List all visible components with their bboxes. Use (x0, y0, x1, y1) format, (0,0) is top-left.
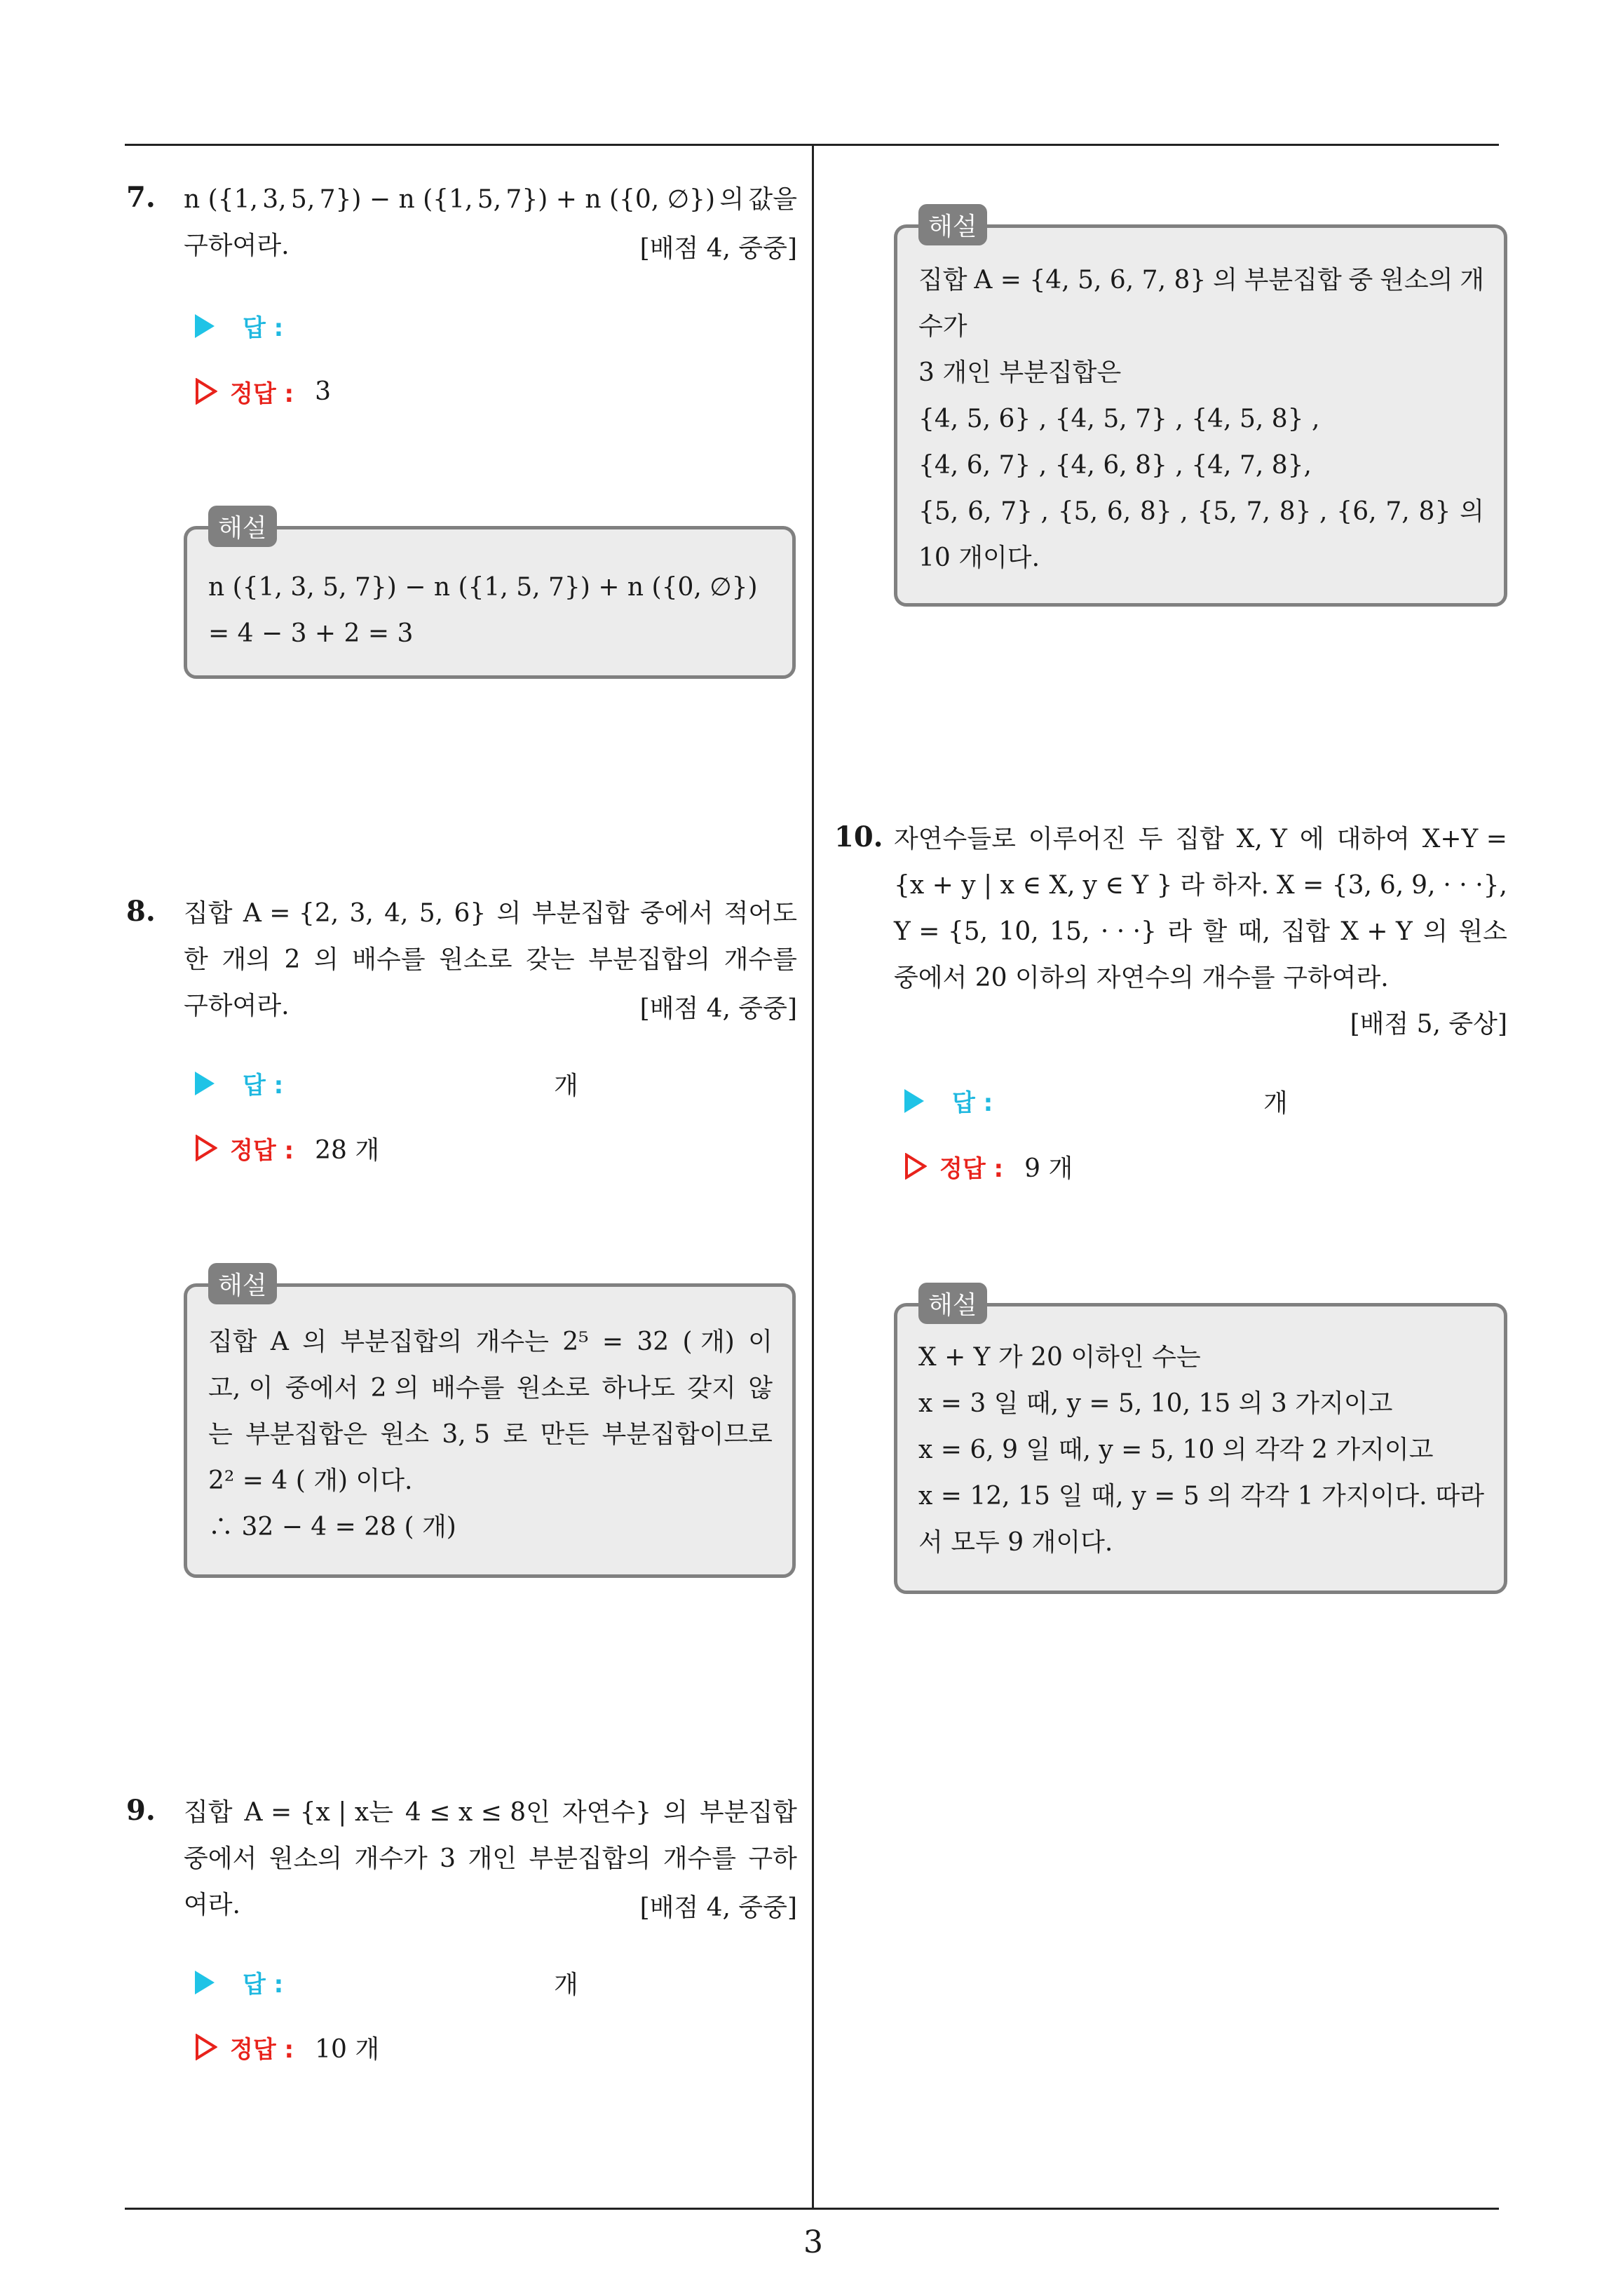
word: 8} (1418, 497, 1451, 526)
solution-tag: 해설 (918, 204, 987, 245)
word: 4, (384, 899, 409, 928)
outline-triangle-icon (904, 1153, 927, 1180)
question-9-answer-row (195, 1965, 588, 2000)
solution-line: X + Y 가 20 이하인 수는 (918, 1343, 1201, 1372)
question-7-line-1 (184, 177, 797, 223)
word: 9, (1411, 871, 1436, 900)
word: 이 (748, 1328, 773, 1356)
question-9-line-2 (184, 1836, 797, 1882)
solution-line: ∴ 32 − 4 = 28 ( 개) (208, 1513, 456, 1541)
solution-line: x = 6, 9 일 때, y = 5, 10 의 각각 2 가지이고 (918, 1436, 1434, 1464)
word: 각각 (1240, 1482, 1289, 1511)
word: {5, (1057, 497, 1099, 526)
word: X + Y (1340, 917, 1413, 946)
question-9-solution-box (894, 212, 1507, 607)
word: {6, (1336, 497, 1377, 526)
word: 7, (1246, 497, 1270, 526)
word: 10, (998, 917, 1039, 946)
question-8-score: [배점 4, 중중] (639, 994, 797, 1023)
answer-label: 답 : (952, 1089, 993, 1117)
word: · · ·} (1100, 917, 1157, 946)
word: 원소의 (1380, 266, 1453, 295)
word: 부분집합은 (245, 1420, 368, 1449)
question-10-line-4: 중에서 20 이하의 자연수의 개수를 구하여라. (894, 964, 1389, 992)
solution-tag: 해설 (208, 1263, 277, 1304)
question-8-line-1 (184, 891, 797, 937)
word: 때, (1091, 1482, 1124, 1511)
question-9-line-3: 여라. (184, 1891, 240, 1919)
question-7-score: [배점 4, 중중] (639, 234, 797, 263)
question-8-correct-row (195, 1130, 379, 1166)
question-7-correct-value: 3 (315, 377, 332, 406)
word: 6} (454, 899, 487, 928)
word: 부분집합의 (529, 1844, 651, 1873)
answer-label: 답 : (243, 314, 284, 342)
word: 개수를 (663, 1844, 737, 1873)
word: 따라 (1435, 1482, 1484, 1511)
word: 원소로 (516, 1374, 590, 1403)
word: x = 12, 15 (918, 1482, 1050, 1511)
word: 배수를 (352, 945, 426, 974)
word: Y = {5, (894, 917, 989, 946)
word: 값을 (748, 185, 797, 214)
word: 5, (290, 185, 315, 214)
word: 때, (1237, 917, 1270, 946)
word: 원소 (1458, 917, 1507, 946)
word: 2 의 (370, 1374, 419, 1403)
word: 구하 (748, 1844, 797, 1873)
question-9-correct-row (195, 2030, 379, 2065)
word: 3, (262, 185, 287, 214)
word: 갖는 (526, 945, 575, 974)
answer-unit: 개 (554, 1971, 578, 1999)
answer-triangle-icon (195, 1072, 215, 1095)
solution-line: n ({1, 3, 5, 7}) − n ({1, 5, 7}) + n ({0, ∅}) (208, 573, 758, 602)
word: 만든 (540, 1420, 590, 1449)
word: 부분집합이므로 (602, 1420, 773, 1449)
solution-line: 3 개인 부분집합은 (918, 358, 1122, 387)
word: 집합 (1175, 825, 1224, 853)
solution-line (918, 1473, 1484, 1520)
word: 집합 (184, 899, 233, 928)
word: 는 (208, 1420, 233, 1449)
word: 7, (1385, 497, 1410, 526)
word: 중에서 (640, 899, 714, 928)
word: 중에서 (285, 1374, 359, 1403)
word: {5, (1197, 497, 1237, 526)
word: {5, (918, 497, 959, 526)
word: 3, (349, 899, 374, 928)
word: A = {x | x는 (244, 1798, 393, 1827)
word: X+Y = (1422, 825, 1507, 853)
question-10-line-1 (894, 816, 1507, 863)
correct-label: 정답 : (230, 2035, 294, 2064)
question-7-correct-row (195, 374, 331, 409)
question-10-score: [배점 5, 중상] (1350, 1010, 1507, 1039)
question-9-line-1 (184, 1790, 797, 1836)
word: 개수가 (354, 1844, 428, 1873)
word: 개의 (222, 945, 271, 974)
question-10-line-2 (894, 863, 1507, 909)
solution-line (208, 1365, 773, 1412)
word: 하자. (1212, 871, 1270, 900)
word: 5, (477, 185, 502, 214)
word: 3 (440, 1844, 456, 1873)
solution-line (918, 257, 1484, 304)
answer-unit: 개 (1263, 1089, 1288, 1118)
question-8-line-2 (184, 937, 797, 983)
word: 원소로 (439, 945, 512, 974)
outline-triangle-icon (195, 378, 217, 405)
word: 일 (1058, 1482, 1083, 1511)
question-7-line-2: 구하여라. (184, 231, 290, 260)
outline-triangle-icon (195, 2034, 217, 2060)
correct-label: 정답 : (230, 1136, 294, 1165)
word: 집합 (184, 1798, 233, 1827)
word: 의 (663, 1798, 688, 1827)
word: 한 (184, 945, 208, 974)
word: 하나도 (602, 1374, 675, 1403)
answer-triangle-icon (904, 1089, 924, 1113)
question-10-text (894, 816, 1507, 1001)
question-8-correct-value: 28 개 (315, 1135, 380, 1165)
word: A = {2, (243, 899, 339, 928)
solution-line: {4, 5, 6} , {4, 5, 7} , {4, 5, 8} , (918, 405, 1320, 433)
word: 6, (1379, 871, 1404, 900)
word: 부분집합의 (588, 945, 711, 974)
word: 2 (284, 945, 301, 974)
question-7-solution-box (184, 514, 796, 679)
word: 자연수} (562, 1798, 652, 1827)
question-8-line-3: 구하여라. (184, 992, 290, 1020)
word: 7} , (1000, 497, 1049, 526)
word: 중에서 (184, 1844, 257, 1873)
word: 부분집합 (531, 899, 630, 928)
word: 라 (1180, 871, 1205, 900)
solution-line (918, 489, 1484, 535)
word: 의 (1213, 266, 1237, 295)
solution-line: 2² = 4 ( 개) 이다. (208, 1466, 413, 1495)
word: 배수를 (431, 1374, 505, 1403)
solution-line: x = 3 일 때, y = 5, 10, 15 의 3 가지이고 (918, 1389, 1393, 1418)
solution-line: 수가 (918, 312, 967, 341)
word: 부분집합의 (340, 1328, 463, 1356)
word: 원소 (380, 1420, 429, 1449)
word: 개 (1460, 266, 1484, 295)
word: 원소의 (269, 1844, 343, 1873)
word: 두 (1138, 825, 1163, 853)
word: 개인 (468, 1844, 517, 1873)
word: 4 ≤ x ≤ 8인 (405, 1798, 550, 1827)
word: 로 (503, 1420, 528, 1449)
word: A = {4, 5, 6, 7, 8} (974, 266, 1207, 295)
word: 집합 (208, 1328, 257, 1356)
question-8-number: 8. (126, 895, 156, 928)
word: 개수를 (724, 945, 797, 974)
correct-label: 정답 : (230, 379, 294, 408)
word: 에 (1299, 825, 1324, 853)
solution-tag: 해설 (918, 1283, 987, 1324)
word: 6, (967, 497, 992, 526)
word: y = 5 (1132, 1482, 1200, 1511)
solution-line (208, 1412, 773, 1458)
word: 않 (748, 1374, 773, 1403)
word: 15, (1050, 917, 1090, 946)
answer-triangle-icon (195, 314, 215, 338)
question-7-number: 7. (126, 181, 156, 214)
word: 의 (496, 899, 522, 928)
word: 6, (1106, 497, 1132, 526)
word: 자연수들로 (894, 825, 1016, 853)
word: 라 (1167, 917, 1193, 946)
word: A (270, 1328, 289, 1356)
word: = (602, 1328, 624, 1356)
question-8-answer-row (195, 1066, 588, 1101)
word: X = {3, (1277, 871, 1372, 900)
page-number: 3 (803, 2224, 823, 2260)
question-10-answer-row (904, 1083, 1297, 1119)
word: 의 (313, 945, 339, 974)
question-10-correct-row (904, 1149, 1073, 1184)
column-divider (812, 144, 814, 2209)
word: y ∈ Y } (1082, 871, 1173, 900)
question-8-solution-box (184, 1271, 796, 1578)
solution-line (208, 1319, 773, 1365)
word: 부분집합 (1244, 266, 1342, 295)
word: 집합 (918, 266, 967, 295)
word: 2⁵ (562, 1328, 589, 1356)
word: 대하여 (1336, 825, 1410, 853)
solution-tag: 해설 (208, 506, 277, 547)
word: 할 (1202, 917, 1228, 946)
word: 32 (637, 1328, 670, 1356)
word: 고, 이 (208, 1374, 273, 1403)
question-9-score: [배점 4, 중중] (639, 1893, 797, 1922)
word: · · ·}, (1443, 871, 1507, 900)
word: 개수는 (475, 1328, 549, 1356)
question-9-number: 9. (126, 1794, 156, 1827)
solution-line: 10 개이다. (918, 543, 1040, 572)
question-10-line-3 (894, 909, 1507, 955)
word: 의 (302, 1328, 327, 1356)
outline-triangle-icon (195, 1135, 217, 1161)
word: 의 (1423, 917, 1448, 946)
bottom-rule (125, 2208, 1499, 2210)
question-10-solution-box (894, 1291, 1507, 1594)
solution-line: 서 모두 9 개이다. (918, 1528, 1113, 1557)
word: 3, 5 (442, 1420, 491, 1449)
word: 의 (1207, 1482, 1232, 1511)
question-10-number: 10. (834, 821, 883, 853)
word: 부분집합 (699, 1798, 797, 1827)
word: 1 가지이다. (1297, 1482, 1427, 1511)
word: 중 (1348, 266, 1373, 295)
answer-label: 답 : (243, 1072, 284, 1100)
word: 8} , (1279, 497, 1328, 526)
word: {x + y | x ∈ X, (894, 871, 1075, 900)
answer-label: 답 : (243, 1971, 284, 1999)
word: 5, (419, 899, 444, 928)
word: 적어도 (724, 899, 797, 928)
word: 8} , (1140, 497, 1188, 526)
answer-unit: 개 (554, 1072, 578, 1100)
word: 7}) + n ({0, ∅}) (505, 185, 716, 214)
word: n ({1, (184, 185, 258, 214)
word: 갖지 (687, 1374, 736, 1403)
solution-line: = 4 − 3 + 2 = 3 (208, 619, 414, 648)
word: 의 (719, 185, 745, 214)
word: ( 개) (682, 1328, 735, 1356)
solution-line: {4, 6, 7} , {4, 6, 8} , {4, 7, 8}, (918, 451, 1312, 480)
correct-label: 정답 : (939, 1154, 1004, 1183)
question-9-correct-value: 10 개 (315, 2034, 380, 2064)
word: X, Y (1236, 825, 1288, 853)
word: 이루어진 (1028, 825, 1126, 853)
question-7-answer-row (195, 309, 283, 344)
answer-triangle-icon (195, 1971, 215, 1994)
word: 의 (1460, 497, 1484, 526)
word: 집합 (1281, 917, 1330, 946)
question-10-correct-value: 9 개 (1024, 1154, 1073, 1183)
word: 7}) − n ({1, (319, 185, 473, 214)
